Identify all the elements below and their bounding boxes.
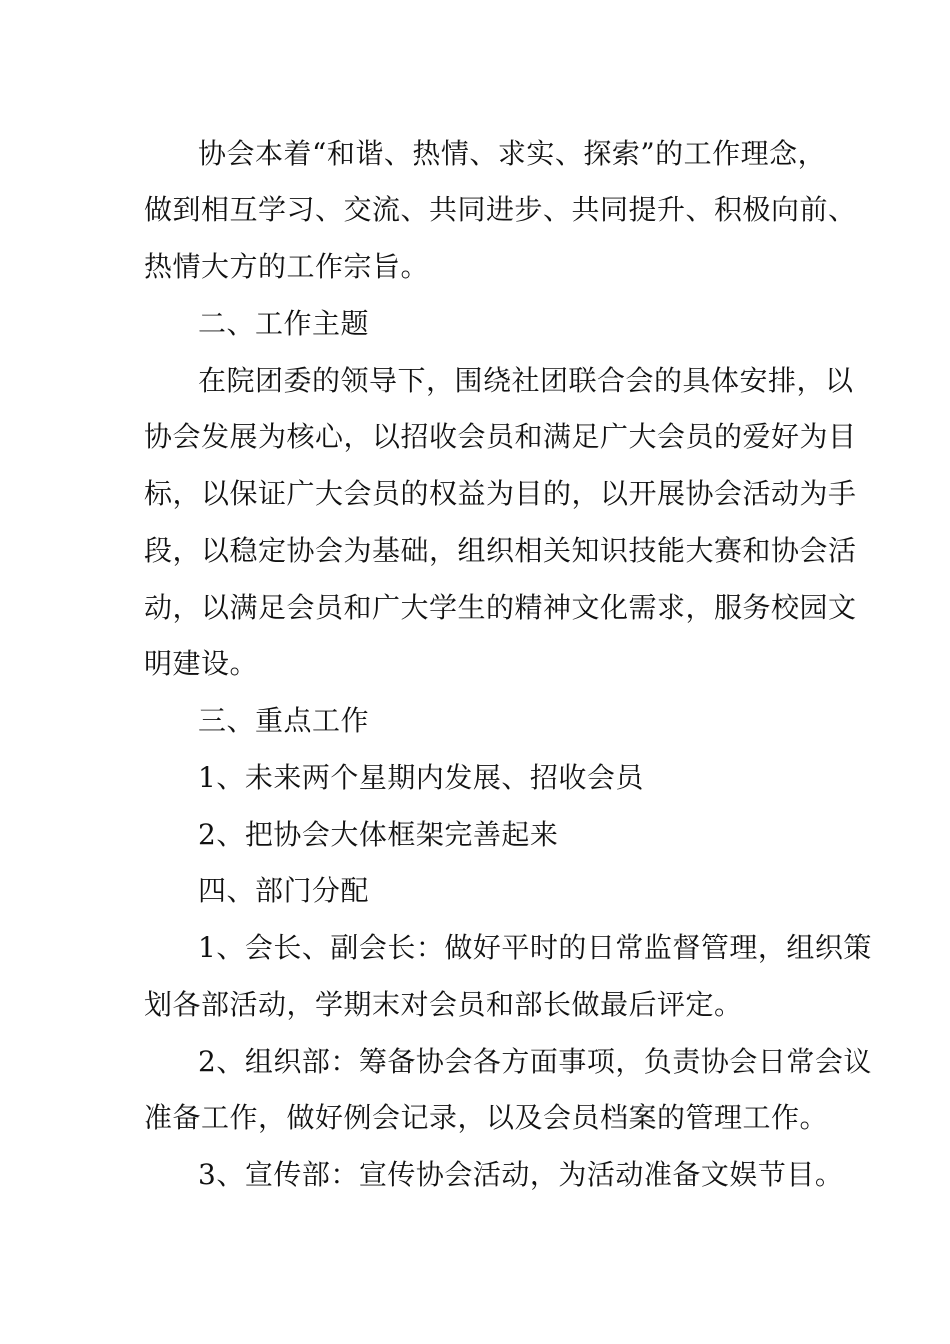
section-heading: 三、重点工作 xyxy=(198,704,370,737)
section-heading: 二、工作主题 xyxy=(198,307,370,340)
paragraph-line: 热情大方的工作宗旨。 xyxy=(144,250,430,283)
list-item: 2、组织部：筹备协会各方面事项，负责协会日常会议 xyxy=(198,1045,872,1078)
list-item: 1、会长、副会长：做好平时的日常监督管理，组织策 xyxy=(198,931,872,964)
paragraph-line: 段，以稳定协会为基础，组织相关知识技能大赛和协会活 xyxy=(144,534,857,567)
paragraph-line: 划各部活动，学期末对会员和部长做最后评定。 xyxy=(144,988,743,1021)
paragraph-line: 协会本着“和谐、热情、求实、探索”的工作理念， xyxy=(198,137,827,170)
list-item: 3、宣传部：宣传协会活动，为活动准备文娱节目。 xyxy=(198,1158,844,1191)
paragraph-line: 做到相互学习、交流、共同进步、共同提升、积极向前、 xyxy=(144,193,857,226)
paragraph-line: 协会发展为核心，以招收会员和满足广大会员的爱好为目 xyxy=(144,420,857,453)
paragraph-line: 准备工作，做好例会记录，以及会员档案的管理工作。 xyxy=(144,1101,829,1134)
paragraph-line: 动，以满足会员和广大学生的精神文化需求，服务校园文 xyxy=(144,591,857,624)
paragraph-line: 明建设。 xyxy=(144,647,259,680)
paragraph-line: 在院团委的领导下，围绕社团联合会的具体安排，以 xyxy=(198,364,854,397)
list-item: 2、把协会大体框架完善起来 xyxy=(198,818,559,851)
section-heading: 四、部门分配 xyxy=(198,874,370,907)
paragraph-line: 标，以保证广大会员的权益为目的，以开展协会活动为手 xyxy=(144,477,857,510)
list-item: 1、未来两个星期内发展、招收会员 xyxy=(198,761,644,794)
